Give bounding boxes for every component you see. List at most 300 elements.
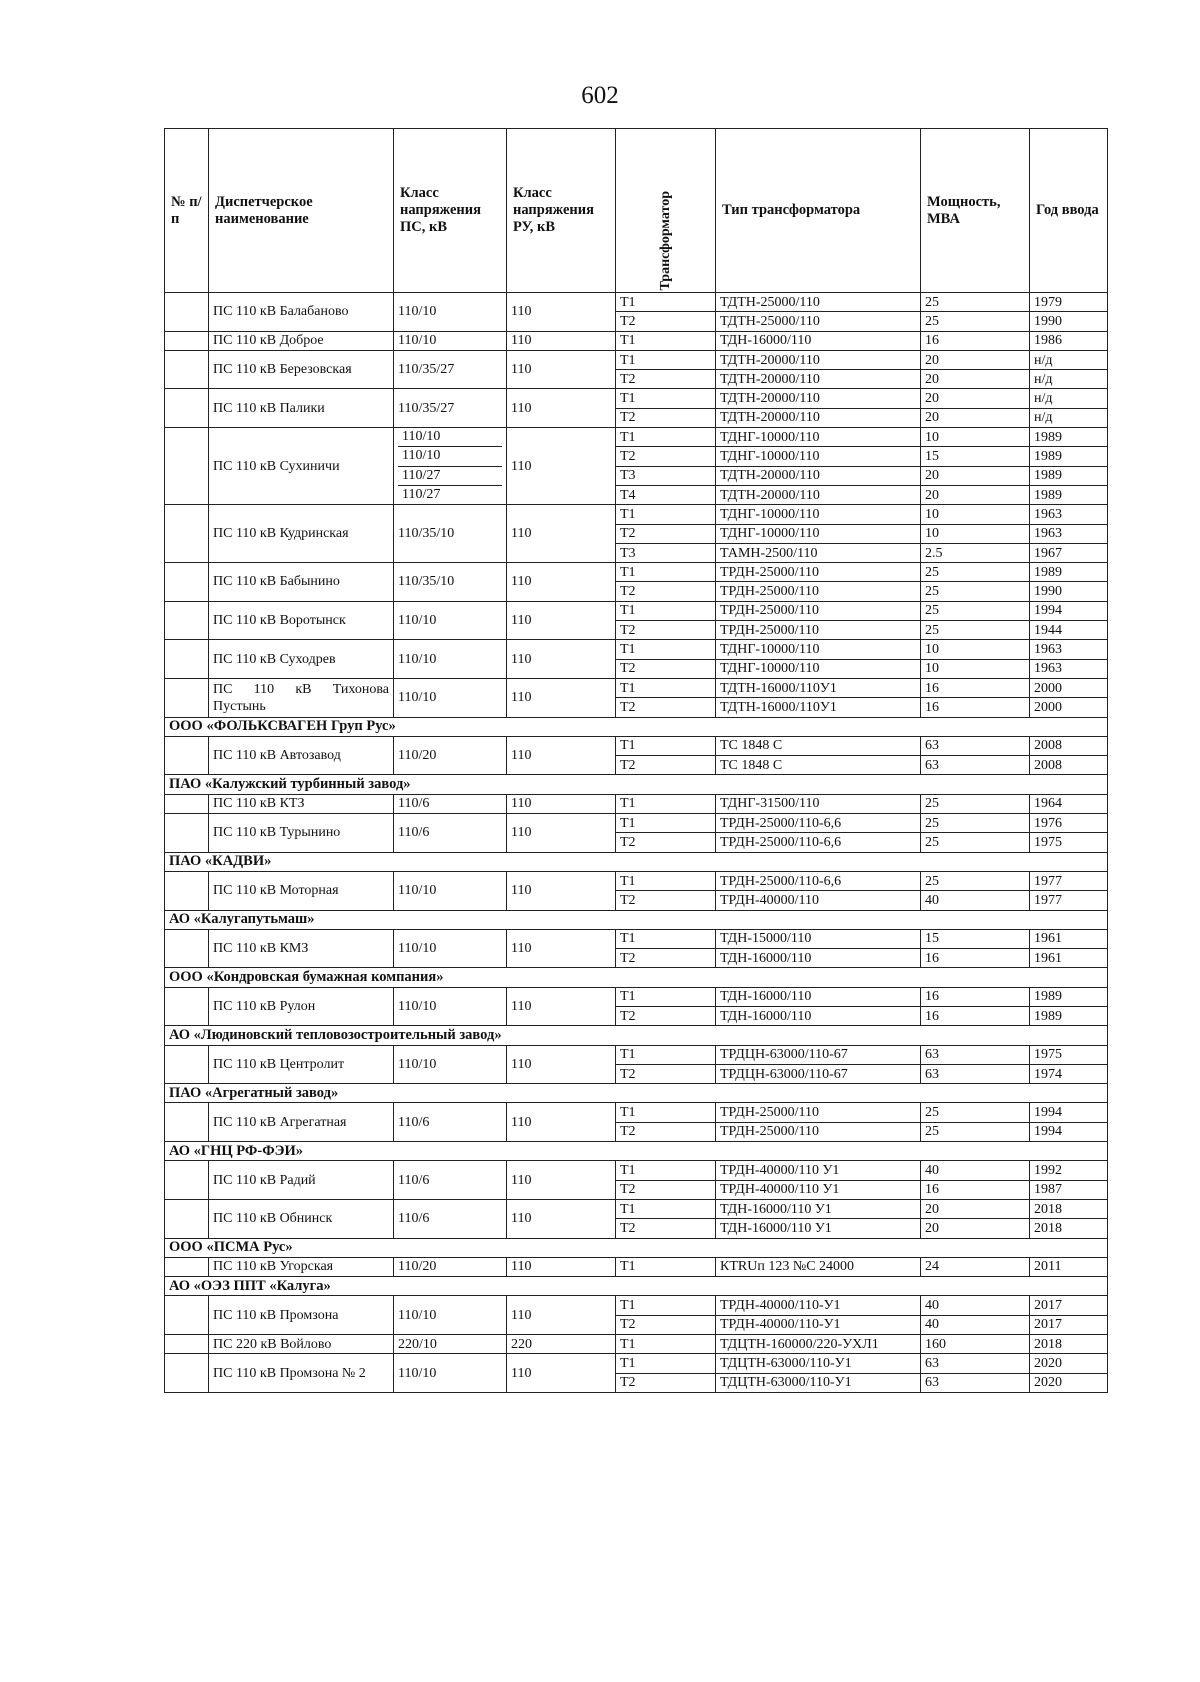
ru-voltage: 110 bbox=[507, 929, 616, 968]
transformer-type: ТРДН-40000/110 bbox=[716, 891, 921, 910]
substation-name: ПС 110 кВ Моторная bbox=[209, 871, 394, 910]
transformer-power: 10 bbox=[921, 659, 1030, 678]
table-row bbox=[165, 871, 1108, 890]
transformer-id: Т1 bbox=[616, 428, 716, 447]
transformer-id: Т2 bbox=[616, 370, 716, 389]
transformer-power: 10 bbox=[921, 505, 1030, 524]
transformer-power: 40 bbox=[921, 1315, 1030, 1334]
transformer-type: ТРДН-25000/110 bbox=[716, 1103, 921, 1122]
commission-year: 1989 bbox=[1030, 563, 1108, 582]
ps-voltage: 110/6 bbox=[394, 814, 507, 853]
commission-year: 1994 bbox=[1030, 1122, 1108, 1141]
transformer-power: 20 bbox=[921, 389, 1030, 408]
transformer-type: ТРДН-25000/110 bbox=[716, 582, 921, 601]
commission-year: н/д bbox=[1030, 408, 1108, 427]
table-row bbox=[165, 814, 1108, 833]
table-row bbox=[165, 331, 1108, 350]
transformer-id: Т2 bbox=[616, 312, 716, 331]
transformer-type: ТДНГ-10000/110 bbox=[716, 505, 921, 524]
transformer-id: Т2 bbox=[616, 891, 716, 910]
transformer-power: 160 bbox=[921, 1335, 1030, 1354]
transformer-power: 63 bbox=[921, 736, 1030, 755]
transformer-id: Т1 bbox=[616, 736, 716, 755]
commission-year: 1986 bbox=[1030, 331, 1108, 350]
transformer-type: ТДНГ-10000/110 bbox=[716, 640, 921, 659]
organization-name: АО «ОЭЗ ППТ «Калуга» bbox=[165, 1277, 1108, 1296]
organization-row bbox=[165, 1277, 1108, 1296]
transformer-power: 25 bbox=[921, 563, 1030, 582]
transformer-id: Т2 bbox=[616, 1219, 716, 1238]
commission-year: 2018 bbox=[1030, 1219, 1108, 1238]
transformer-power: 63 bbox=[921, 756, 1030, 775]
organization-name: АО «Людиновский тепловозостроительный завод» bbox=[165, 1026, 1108, 1045]
transformer-type: ТС 1848 С bbox=[716, 756, 921, 775]
transformer-type: ТРДН-25000/110-6,6 bbox=[716, 833, 921, 852]
row-number-cell bbox=[165, 736, 209, 775]
transformer-power: 16 bbox=[921, 1180, 1030, 1199]
ru-voltage: 110 bbox=[507, 640, 616, 679]
commission-year: 1994 bbox=[1030, 1103, 1108, 1122]
ps-voltage: 110/35/10 bbox=[394, 505, 507, 563]
organization-name: ПАО «Калужский турбинный завод» bbox=[165, 775, 1108, 794]
transformer-type: ТАМН-2500/110 bbox=[716, 543, 921, 562]
row-number-cell bbox=[165, 331, 209, 350]
organization-row bbox=[165, 852, 1108, 871]
ps-voltage: 110/20 bbox=[394, 1257, 507, 1276]
substation-name: ПС 110 кВ Центролит bbox=[209, 1045, 394, 1084]
ps-voltage: 110/6 bbox=[394, 1161, 507, 1200]
substation-name: ПС 110 кВ Воротынск bbox=[209, 601, 394, 640]
row-number-cell bbox=[165, 389, 209, 428]
transformer-power: 25 bbox=[921, 582, 1030, 601]
ps-voltage: 110/10 bbox=[394, 640, 507, 679]
table-row bbox=[165, 1161, 1108, 1180]
transformer-id: Т1 bbox=[616, 1257, 716, 1276]
ps-voltage: 110/10 bbox=[394, 601, 507, 640]
row-number-cell bbox=[165, 505, 209, 563]
transformer-power: 20 bbox=[921, 485, 1030, 504]
ps-voltage-value: 110/27 bbox=[398, 467, 502, 486]
row-number-cell bbox=[165, 293, 209, 332]
ru-voltage: 110 bbox=[507, 814, 616, 853]
commission-year: 1967 bbox=[1030, 543, 1108, 562]
substation-name: ПС 110 кВ КТЗ bbox=[209, 794, 394, 813]
commission-year: 1989 bbox=[1030, 1006, 1108, 1025]
transformer-type: ТРДН-25000/110 bbox=[716, 601, 921, 620]
row-number-cell bbox=[165, 678, 209, 717]
transformer-type: ТРДН-25000/110 bbox=[716, 1122, 921, 1141]
commission-year: 1976 bbox=[1030, 814, 1108, 833]
transformer-id: Т2 bbox=[616, 659, 716, 678]
table-row bbox=[165, 987, 1108, 1006]
substation-name: ПС 110 кВ Рулон bbox=[209, 987, 394, 1026]
ps-voltage: 110/6 bbox=[394, 1199, 507, 1238]
ru-voltage: 110 bbox=[507, 1161, 616, 1200]
table-row bbox=[165, 1296, 1108, 1315]
transformer-type: ТДТН-20000/110 bbox=[716, 350, 921, 369]
transformer-id: Т2 bbox=[616, 1180, 716, 1199]
ru-voltage: 110 bbox=[507, 563, 616, 602]
header-num: № п/п bbox=[165, 129, 209, 293]
commission-year: 1975 bbox=[1030, 833, 1108, 852]
ps-voltage: 110/10 bbox=[394, 678, 507, 717]
transformer-power: 25 bbox=[921, 833, 1030, 852]
transformer-id: Т2 bbox=[616, 833, 716, 852]
commission-year: н/д bbox=[1030, 370, 1108, 389]
header-ps-voltage: Класс напряжения ПС, кВ bbox=[394, 129, 507, 293]
row-number-cell bbox=[165, 601, 209, 640]
table-row bbox=[165, 293, 1108, 312]
ps-voltage: 110/6 bbox=[394, 1103, 507, 1142]
transformer-power: 20 bbox=[921, 408, 1030, 427]
transformer-type: ТДН-16000/110 bbox=[716, 949, 921, 968]
ru-voltage: 110 bbox=[507, 331, 616, 350]
transformer-power: 25 bbox=[921, 871, 1030, 890]
organization-name: ООО «ФОЛЬКСВАГЕН Груп Рус» bbox=[165, 717, 1108, 736]
transformer-type: ТРДН-40000/110-У1 bbox=[716, 1315, 921, 1334]
commission-year: 1989 bbox=[1030, 987, 1108, 1006]
organization-name: ПАО «Агрегатный завод» bbox=[165, 1084, 1108, 1103]
table-row bbox=[165, 505, 1108, 524]
transformer-id: Т1 bbox=[616, 505, 716, 524]
ru-voltage: 110 bbox=[507, 1296, 616, 1335]
organization-row bbox=[165, 717, 1108, 736]
commission-year: 1961 bbox=[1030, 949, 1108, 968]
transformer-id: Т2 bbox=[616, 1006, 716, 1025]
commission-year: 2017 bbox=[1030, 1296, 1108, 1315]
substation-name: ПС 110 кВ Радий bbox=[209, 1161, 394, 1200]
ru-voltage: 110 bbox=[507, 389, 616, 428]
transformer-id: Т1 bbox=[616, 293, 716, 312]
transformer-power: 63 bbox=[921, 1354, 1030, 1373]
ps-voltage-value: 110/10 bbox=[398, 428, 502, 447]
transformer-power: 25 bbox=[921, 601, 1030, 620]
row-number-cell bbox=[165, 350, 209, 389]
transformer-type: ТДНГ-10000/110 bbox=[716, 428, 921, 447]
ru-voltage: 110 bbox=[507, 736, 616, 775]
transformer-id: Т1 bbox=[616, 1045, 716, 1064]
row-number-cell bbox=[165, 1199, 209, 1238]
transformer-power: 40 bbox=[921, 1161, 1030, 1180]
ru-voltage: 110 bbox=[507, 871, 616, 910]
transformer-id: Т1 bbox=[616, 563, 716, 582]
transformer-id: Т1 bbox=[616, 1296, 716, 1315]
table-row bbox=[165, 1045, 1108, 1064]
commission-year: 2020 bbox=[1030, 1354, 1108, 1373]
transformer-type: ТДН-16000/110 bbox=[716, 987, 921, 1006]
commission-year: н/д bbox=[1030, 350, 1108, 369]
commission-year: 1975 bbox=[1030, 1045, 1108, 1064]
ps-voltage: 110/35/27 bbox=[394, 389, 507, 428]
ru-voltage: 110 bbox=[507, 678, 616, 717]
table-row bbox=[165, 428, 1108, 447]
transformer-power: 20 bbox=[921, 1219, 1030, 1238]
table-header-row bbox=[165, 129, 1108, 293]
transformer-id: Т1 bbox=[616, 987, 716, 1006]
table-row bbox=[165, 1257, 1108, 1276]
transformer-id: Т1 bbox=[616, 389, 716, 408]
transformer-power: 24 bbox=[921, 1257, 1030, 1276]
transformer-power: 40 bbox=[921, 891, 1030, 910]
row-number-cell bbox=[165, 428, 209, 505]
transformer-id: Т2 bbox=[616, 1373, 716, 1392]
table-row bbox=[165, 794, 1108, 813]
table-row bbox=[165, 601, 1108, 620]
organization-name: ООО «ПСМА Рус» bbox=[165, 1238, 1108, 1257]
table-row bbox=[165, 640, 1108, 659]
ps-voltage: 110/10 bbox=[394, 293, 507, 332]
substation-name: ПС 110 кВ Балабаново bbox=[209, 293, 394, 332]
transformer-power: 15 bbox=[921, 447, 1030, 466]
transformer-type: ТДН-16000/110 У1 bbox=[716, 1219, 921, 1238]
table-row bbox=[165, 563, 1108, 582]
ps-voltage: 110/35/27 bbox=[394, 350, 507, 389]
row-number-cell bbox=[165, 1045, 209, 1084]
table-row bbox=[165, 678, 1108, 697]
row-number-cell bbox=[165, 987, 209, 1026]
commission-year: 1990 bbox=[1030, 582, 1108, 601]
ps-voltage: 110/35/10 bbox=[394, 563, 507, 602]
transformer-type: ТДНГ-10000/110 bbox=[716, 524, 921, 543]
substation-name: ПС 110 кВ КМЗ bbox=[209, 929, 394, 968]
transformer-type: ТДТН-20000/110 bbox=[716, 408, 921, 427]
transformer-type: КТRUп 123 №С 24000 bbox=[716, 1257, 921, 1276]
row-number-cell bbox=[165, 814, 209, 853]
transformer-id: Т1 bbox=[616, 1161, 716, 1180]
transformer-id: Т3 bbox=[616, 543, 716, 562]
ru-voltage: 110 bbox=[507, 987, 616, 1026]
transformer-power: 63 bbox=[921, 1064, 1030, 1083]
row-number-cell bbox=[165, 1296, 209, 1335]
transformer-id: Т2 bbox=[616, 1122, 716, 1141]
commission-year: 2011 bbox=[1030, 1257, 1108, 1276]
commission-year: 2008 bbox=[1030, 736, 1108, 755]
transformer-power: 15 bbox=[921, 929, 1030, 948]
transformer-id: Т1 bbox=[616, 1103, 716, 1122]
transformer-type: ТРДЦН-63000/110-67 bbox=[716, 1045, 921, 1064]
transformer-type: ТРДН-40000/110 У1 bbox=[716, 1161, 921, 1180]
transformer-id: Т1 bbox=[616, 871, 716, 890]
table-row bbox=[165, 929, 1108, 948]
transformer-id: Т3 bbox=[616, 466, 716, 485]
table-body bbox=[165, 293, 1108, 1393]
transformer-type: ТДТН-20000/110 bbox=[716, 466, 921, 485]
organization-row bbox=[165, 1238, 1108, 1257]
organization-row bbox=[165, 1084, 1108, 1103]
transformer-power: 16 bbox=[921, 678, 1030, 697]
transformer-id: Т1 bbox=[616, 640, 716, 659]
row-number-cell bbox=[165, 640, 209, 679]
transformer-type: ТДЦТН-63000/110-У1 bbox=[716, 1354, 921, 1373]
commission-year: 1963 bbox=[1030, 640, 1108, 659]
commission-year: 1989 bbox=[1030, 466, 1108, 485]
transformer-power: 10 bbox=[921, 428, 1030, 447]
commission-year: 1989 bbox=[1030, 485, 1108, 504]
substation-name: ПС 110 кВ Доброе bbox=[209, 331, 394, 350]
commission-year: 1964 bbox=[1030, 794, 1108, 813]
commission-year: 1990 bbox=[1030, 312, 1108, 331]
transformer-power: 16 bbox=[921, 987, 1030, 1006]
table-row bbox=[165, 350, 1108, 369]
transformer-type: ТРДН-40000/110-У1 bbox=[716, 1296, 921, 1315]
transformer-type: ТРДЦН-63000/110-67 bbox=[716, 1064, 921, 1083]
commission-year: 1974 bbox=[1030, 1064, 1108, 1083]
organization-row bbox=[165, 968, 1108, 987]
ps-voltage: 110/10 bbox=[394, 1045, 507, 1084]
transformer-power: 10 bbox=[921, 524, 1030, 543]
transformer-type: ТДНГ-10000/110 bbox=[716, 659, 921, 678]
transformer-id: Т2 bbox=[616, 1315, 716, 1334]
substation-name: ПС 110 кВ Промзона № 2 bbox=[209, 1354, 394, 1393]
header-power: Мощность, МВА bbox=[921, 129, 1030, 293]
transformer-power: 10 bbox=[921, 640, 1030, 659]
transformer-type: ТРДН-25000/110 bbox=[716, 563, 921, 582]
transformer-power: 25 bbox=[921, 794, 1030, 813]
organization-row bbox=[165, 1142, 1108, 1161]
transformer-id: Т1 bbox=[616, 1335, 716, 1354]
organization-name: АО «Калугапутьмаш» bbox=[165, 910, 1108, 929]
header-transformer-label: Трансформатор bbox=[658, 190, 673, 291]
transformer-id: Т2 bbox=[616, 1064, 716, 1083]
row-number-cell bbox=[165, 1257, 209, 1276]
transformer-id: Т2 bbox=[616, 408, 716, 427]
commission-year: 1963 bbox=[1030, 524, 1108, 543]
commission-year: 2018 bbox=[1030, 1199, 1108, 1218]
substation-name: ПС 110 кВ Кудринская bbox=[209, 505, 394, 563]
ru-voltage: 110 bbox=[507, 1045, 616, 1084]
commission-year: 1963 bbox=[1030, 505, 1108, 524]
ps-voltage-value: 110/10 bbox=[398, 447, 502, 466]
transformer-power: 40 bbox=[921, 1296, 1030, 1315]
transformer-power: 25 bbox=[921, 621, 1030, 640]
substation-name: ПС 110 кВ Тихонова Пустынь bbox=[209, 678, 394, 717]
ps-voltage: 110/10 bbox=[394, 1296, 507, 1335]
commission-year: 1944 bbox=[1030, 621, 1108, 640]
ru-voltage: 110 bbox=[507, 293, 616, 332]
ru-voltage: 220 bbox=[507, 1335, 616, 1354]
transformer-type: ТДТН-16000/110У1 bbox=[716, 678, 921, 697]
transformer-id: Т1 bbox=[616, 350, 716, 369]
transformer-power: 16 bbox=[921, 949, 1030, 968]
table-row bbox=[165, 736, 1108, 755]
transformer-id: Т2 bbox=[616, 756, 716, 775]
transformer-id: Т1 bbox=[616, 331, 716, 350]
table-row bbox=[165, 1199, 1108, 1218]
substation-name: ПС 110 кВ Обнинск bbox=[209, 1199, 394, 1238]
row-number-cell bbox=[165, 871, 209, 910]
commission-year: 2018 bbox=[1030, 1335, 1108, 1354]
table-row bbox=[165, 389, 1108, 408]
transformer-id: Т1 bbox=[616, 929, 716, 948]
commission-year: 1979 bbox=[1030, 293, 1108, 312]
transformer-id: Т2 bbox=[616, 524, 716, 543]
ru-voltage: 110 bbox=[507, 1199, 616, 1238]
commission-year: 1992 bbox=[1030, 1161, 1108, 1180]
organization-row bbox=[165, 910, 1108, 929]
transformer-type: ТРДН-40000/110 У1 bbox=[716, 1180, 921, 1199]
organization-row bbox=[165, 1026, 1108, 1045]
transformer-type: ТДТН-20000/110 bbox=[716, 370, 921, 389]
commission-year: 1977 bbox=[1030, 871, 1108, 890]
transformer-type: ТДН-15000/110 bbox=[716, 929, 921, 948]
transformer-type: ТДТН-16000/110У1 bbox=[716, 698, 921, 717]
substation-name: ПС 110 кВ Турынино bbox=[209, 814, 394, 853]
header-type: Тип трансформатора bbox=[716, 129, 921, 293]
substation-name: ПС 110 кВ Березовская bbox=[209, 350, 394, 389]
transformer-power: 2.5 bbox=[921, 543, 1030, 562]
organization-name: ООО «Кондровская бумажная компания» bbox=[165, 968, 1108, 987]
transformer-id: Т1 bbox=[616, 794, 716, 813]
ps-voltage: 220/10 bbox=[394, 1335, 507, 1354]
commission-year: 1989 bbox=[1030, 428, 1108, 447]
transformer-power: 16 bbox=[921, 698, 1030, 717]
commission-year: н/д bbox=[1030, 389, 1108, 408]
row-number-cell bbox=[165, 1335, 209, 1354]
ru-voltage: 110 bbox=[507, 350, 616, 389]
ps-voltage: 110/6 bbox=[394, 794, 507, 813]
ps-voltage: 110/10 bbox=[394, 929, 507, 968]
commission-year: 1994 bbox=[1030, 601, 1108, 620]
transformer-type: ТС 1848 С bbox=[716, 736, 921, 755]
ps-voltage-cell bbox=[394, 428, 507, 505]
commission-year: 1987 bbox=[1030, 1180, 1108, 1199]
row-number-cell bbox=[165, 1103, 209, 1142]
row-number-cell bbox=[165, 1354, 209, 1393]
transformer-type: ТДЦТН-160000/220-УХЛ1 bbox=[716, 1335, 921, 1354]
commission-year: 2000 bbox=[1030, 678, 1108, 697]
transformer-power: 20 bbox=[921, 1199, 1030, 1218]
row-number-cell bbox=[165, 794, 209, 813]
transformer-power: 16 bbox=[921, 331, 1030, 350]
table-row bbox=[165, 1103, 1108, 1122]
ru-voltage: 110 bbox=[507, 794, 616, 813]
transformer-type: ТДЦТН-63000/110-У1 bbox=[716, 1373, 921, 1392]
header-ru-voltage: Класс напряжения РУ, кВ bbox=[507, 129, 616, 293]
row-number-cell bbox=[165, 1161, 209, 1200]
ru-voltage: 110 bbox=[507, 1257, 616, 1276]
commission-year: 1963 bbox=[1030, 659, 1108, 678]
transformer-type: ТРДН-25000/110-6,6 bbox=[716, 871, 921, 890]
page-number: 602 bbox=[581, 82, 619, 109]
transformer-id: Т4 bbox=[616, 485, 716, 504]
ru-voltage: 110 bbox=[507, 1103, 616, 1142]
organization-name: АО «ГНЦ РФ-ФЭИ» bbox=[165, 1142, 1108, 1161]
transformer-id: Т2 bbox=[616, 447, 716, 466]
transformer-id: Т2 bbox=[616, 621, 716, 640]
commission-year: 2008 bbox=[1030, 756, 1108, 775]
transformer-type: ТРДН-25000/110 bbox=[716, 621, 921, 640]
ps-voltage: 110/10 bbox=[394, 987, 507, 1026]
transformer-type: ТДТН-20000/110 bbox=[716, 389, 921, 408]
ru-voltage: 110 bbox=[507, 601, 616, 640]
transformer-type: ТДТН-25000/110 bbox=[716, 293, 921, 312]
ru-voltage: 110 bbox=[507, 1354, 616, 1393]
transformer-power: 25 bbox=[921, 1103, 1030, 1122]
substation-name: ПС 110 кВ Промзона bbox=[209, 1296, 394, 1335]
substation-name: ПС 110 кВ Бабынино bbox=[209, 563, 394, 602]
transformer-power: 25 bbox=[921, 814, 1030, 833]
commission-year: 1989 bbox=[1030, 447, 1108, 466]
transformer-table bbox=[164, 128, 1108, 1393]
substation-name: ПС 110 кВ Палики bbox=[209, 389, 394, 428]
transformer-id: Т2 bbox=[616, 698, 716, 717]
commission-year: 1977 bbox=[1030, 891, 1108, 910]
ru-voltage: 110 bbox=[507, 428, 616, 505]
commission-year: 2017 bbox=[1030, 1315, 1108, 1334]
ps-voltage: 110/10 bbox=[394, 1354, 507, 1393]
ps-voltage: 110/20 bbox=[394, 736, 507, 775]
transformer-power: 25 bbox=[921, 312, 1030, 331]
